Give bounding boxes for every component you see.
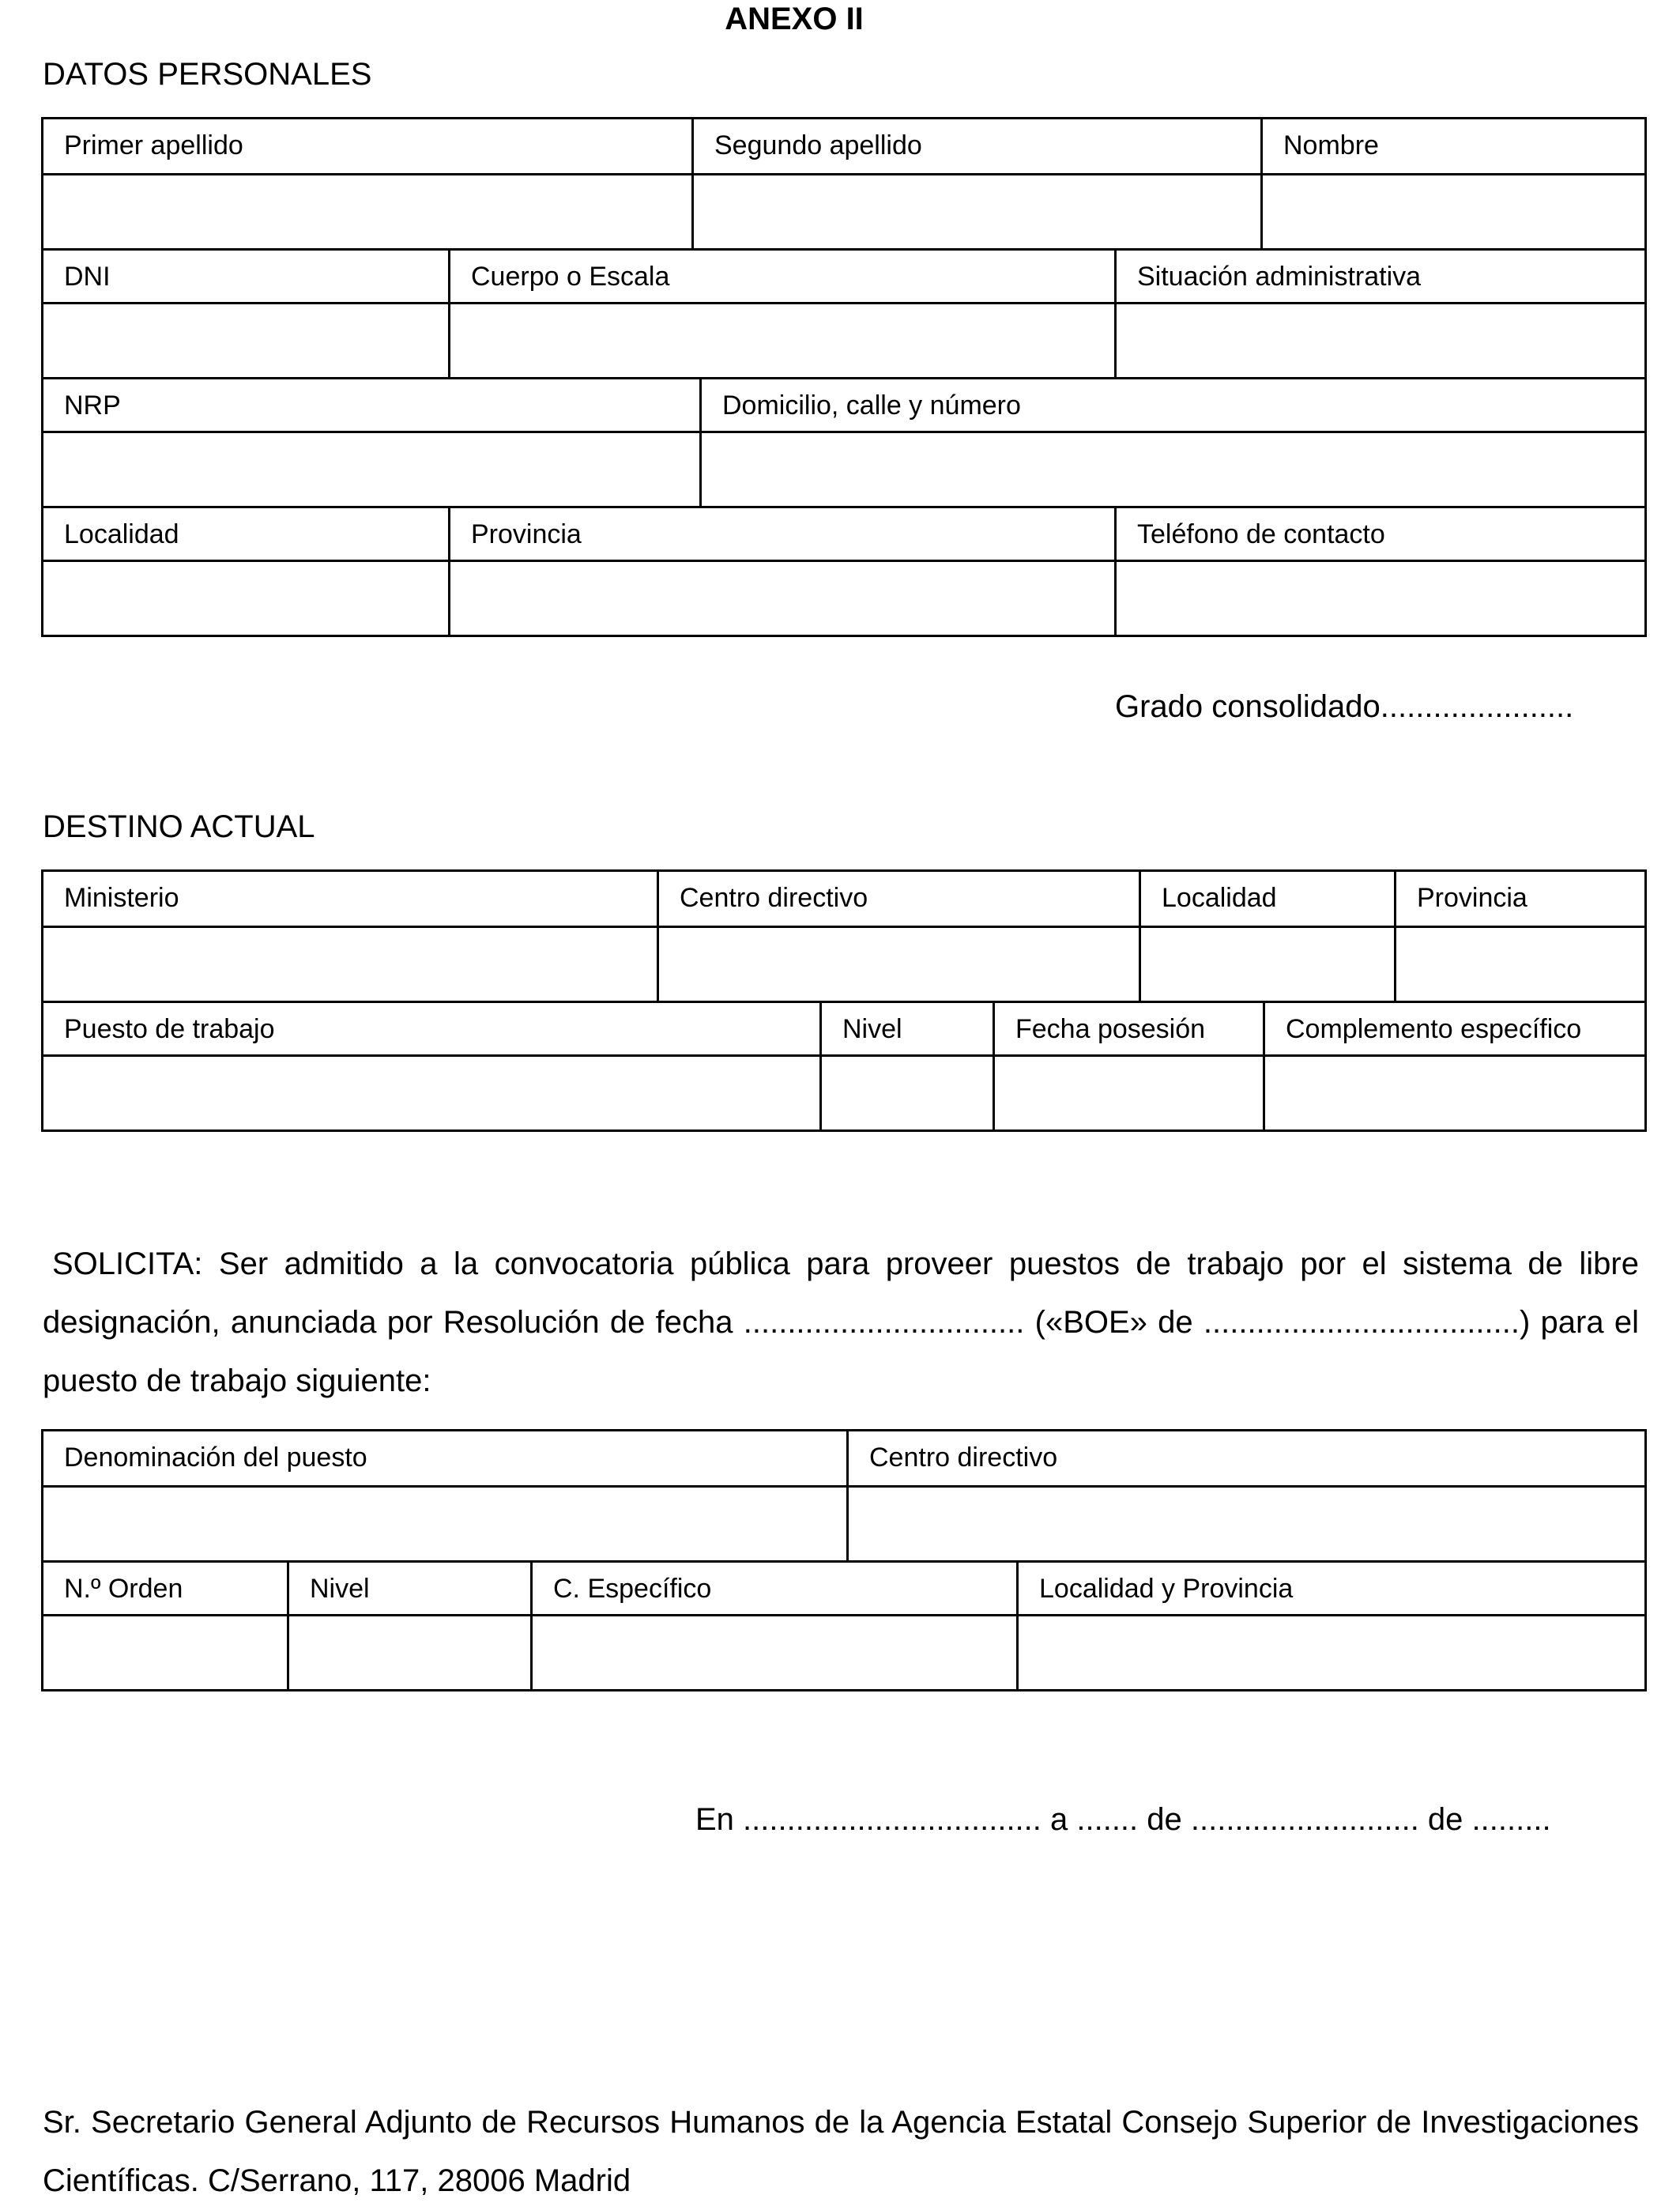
label-primer-apellido: Primer apellido	[64, 130, 243, 160]
label-nrp: NRP	[64, 390, 121, 421]
label-row	[43, 1001, 1644, 1054]
label-situacion-administrativa: Situación administrativa	[1114, 251, 1644, 302]
centro-directivo-field[interactable]	[657, 928, 1139, 1001]
nivel-field[interactable]	[287, 1616, 530, 1689]
label-domicilio: Domicilio, calle y número	[699, 379, 1644, 431]
complemento-especifico-field[interactable]	[1263, 1057, 1644, 1130]
label-fecha-posesion: Fecha posesión	[993, 1003, 1263, 1054]
label-cuerpo-escala: Cuerpo o Escala	[448, 251, 1114, 302]
primer-apellido-field[interactable]	[43, 175, 691, 248]
label-dni: DNI	[64, 262, 111, 292]
label-ministerio: Ministerio	[64, 883, 179, 913]
dni-field[interactable]	[43, 304, 448, 377]
label-centro-directivo: Centro directivo	[657, 872, 1139, 926]
label-row	[43, 506, 1644, 560]
denominacion-puesto-field[interactable]	[43, 1488, 846, 1560]
telefono-field[interactable]	[1114, 562, 1644, 635]
input-row	[43, 560, 1644, 635]
label-c-especifico: C. Específico	[530, 1563, 1016, 1614]
destino-actual-table	[41, 869, 1647, 1132]
solicita-paragraph: SOLICITA: Ser admitido a la convocatoria pública para proveer puestos de trabajo por el sistema de libre designación, anunciada por Resolución de fecha ................................ («BOE» de ....................................) para el puesto de trabajo siguiente:	[43, 1246, 1639, 1398]
label-row	[43, 248, 1644, 302]
section-heading-datos-personales: DATOS PERSONALES	[43, 57, 372, 92]
nrp-field[interactable]	[43, 433, 699, 506]
fecha-posesion-field[interactable]	[993, 1057, 1263, 1130]
label-provincia: Provincia	[1394, 872, 1644, 926]
section-heading-destino-actual: DESTINO ACTUAL	[43, 809, 315, 844]
c-especifico-field[interactable]	[530, 1616, 1016, 1689]
input-row	[43, 1485, 1644, 1560]
domicilio-field[interactable]	[699, 433, 1644, 506]
label-puesto-trabajo: Puesto de trabajo	[64, 1014, 275, 1044]
label-row	[43, 1560, 1644, 1614]
nombre-field[interactable]	[1260, 175, 1644, 248]
input-row	[43, 302, 1644, 377]
label-denominacion-puesto: Denominación del puesto	[64, 1443, 367, 1473]
ministerio-field[interactable]	[43, 928, 657, 1001]
label-row	[43, 872, 1644, 926]
label-nivel: Nivel	[287, 1563, 530, 1614]
label-row	[43, 377, 1644, 431]
label-localidad-provincia: Localidad y Provincia	[1016, 1563, 1644, 1614]
datos-personales-table	[41, 117, 1647, 637]
situacion-administrativa-field[interactable]	[1114, 304, 1644, 377]
label-segundo-apellido: Segundo apellido	[691, 119, 1260, 173]
input-row	[43, 926, 1644, 1001]
label-provincia: Provincia	[448, 508, 1114, 560]
provincia-field[interactable]	[1394, 928, 1644, 1001]
input-row	[43, 431, 1644, 506]
numero-orden-field[interactable]	[43, 1616, 287, 1689]
grado-consolidado: Grado consolidado......................	[1115, 689, 1574, 724]
segundo-apellido-field[interactable]	[691, 175, 1260, 248]
fecha-firma-line: En .................................. a ....... de .......................... de .........	[695, 1802, 1551, 1837]
label-localidad: Localidad	[1139, 872, 1394, 926]
input-row	[43, 1054, 1644, 1130]
localidad-provincia-field[interactable]	[1016, 1616, 1644, 1689]
nivel-field[interactable]	[819, 1057, 993, 1130]
input-row	[43, 173, 1644, 248]
label-nombre: Nombre	[1260, 119, 1644, 173]
cuerpo-escala-field[interactable]	[448, 304, 1114, 377]
provincia-field[interactable]	[448, 562, 1114, 635]
label-row	[43, 1431, 1644, 1485]
label-row	[43, 119, 1644, 173]
destinatario-paragraph: Sr. Secretario General Adjunto de Recursos Humanos de la Agencia Estatal Consejo Superior de Investigaciones Científicas. C/Serrano, 117, 28006 Madrid	[43, 2105, 1639, 2198]
page-title: ANEXO II	[725, 2, 864, 36]
label-numero-orden: N.º Orden	[64, 1574, 183, 1604]
localidad-field[interactable]	[43, 562, 448, 635]
label-centro-directivo: Centro directivo	[846, 1431, 1644, 1485]
input-row	[43, 1614, 1644, 1689]
puesto-trabajo-field[interactable]	[43, 1057, 819, 1130]
localidad-field[interactable]	[1139, 928, 1394, 1001]
label-complemento-especifico: Complemento específico	[1263, 1003, 1644, 1054]
label-telefono: Teléfono de contacto	[1114, 508, 1644, 560]
puesto-solicitado-table	[41, 1429, 1647, 1691]
label-nivel: Nivel	[819, 1003, 993, 1054]
centro-directivo-field[interactable]	[846, 1488, 1644, 1560]
label-localidad: Localidad	[64, 519, 179, 549]
